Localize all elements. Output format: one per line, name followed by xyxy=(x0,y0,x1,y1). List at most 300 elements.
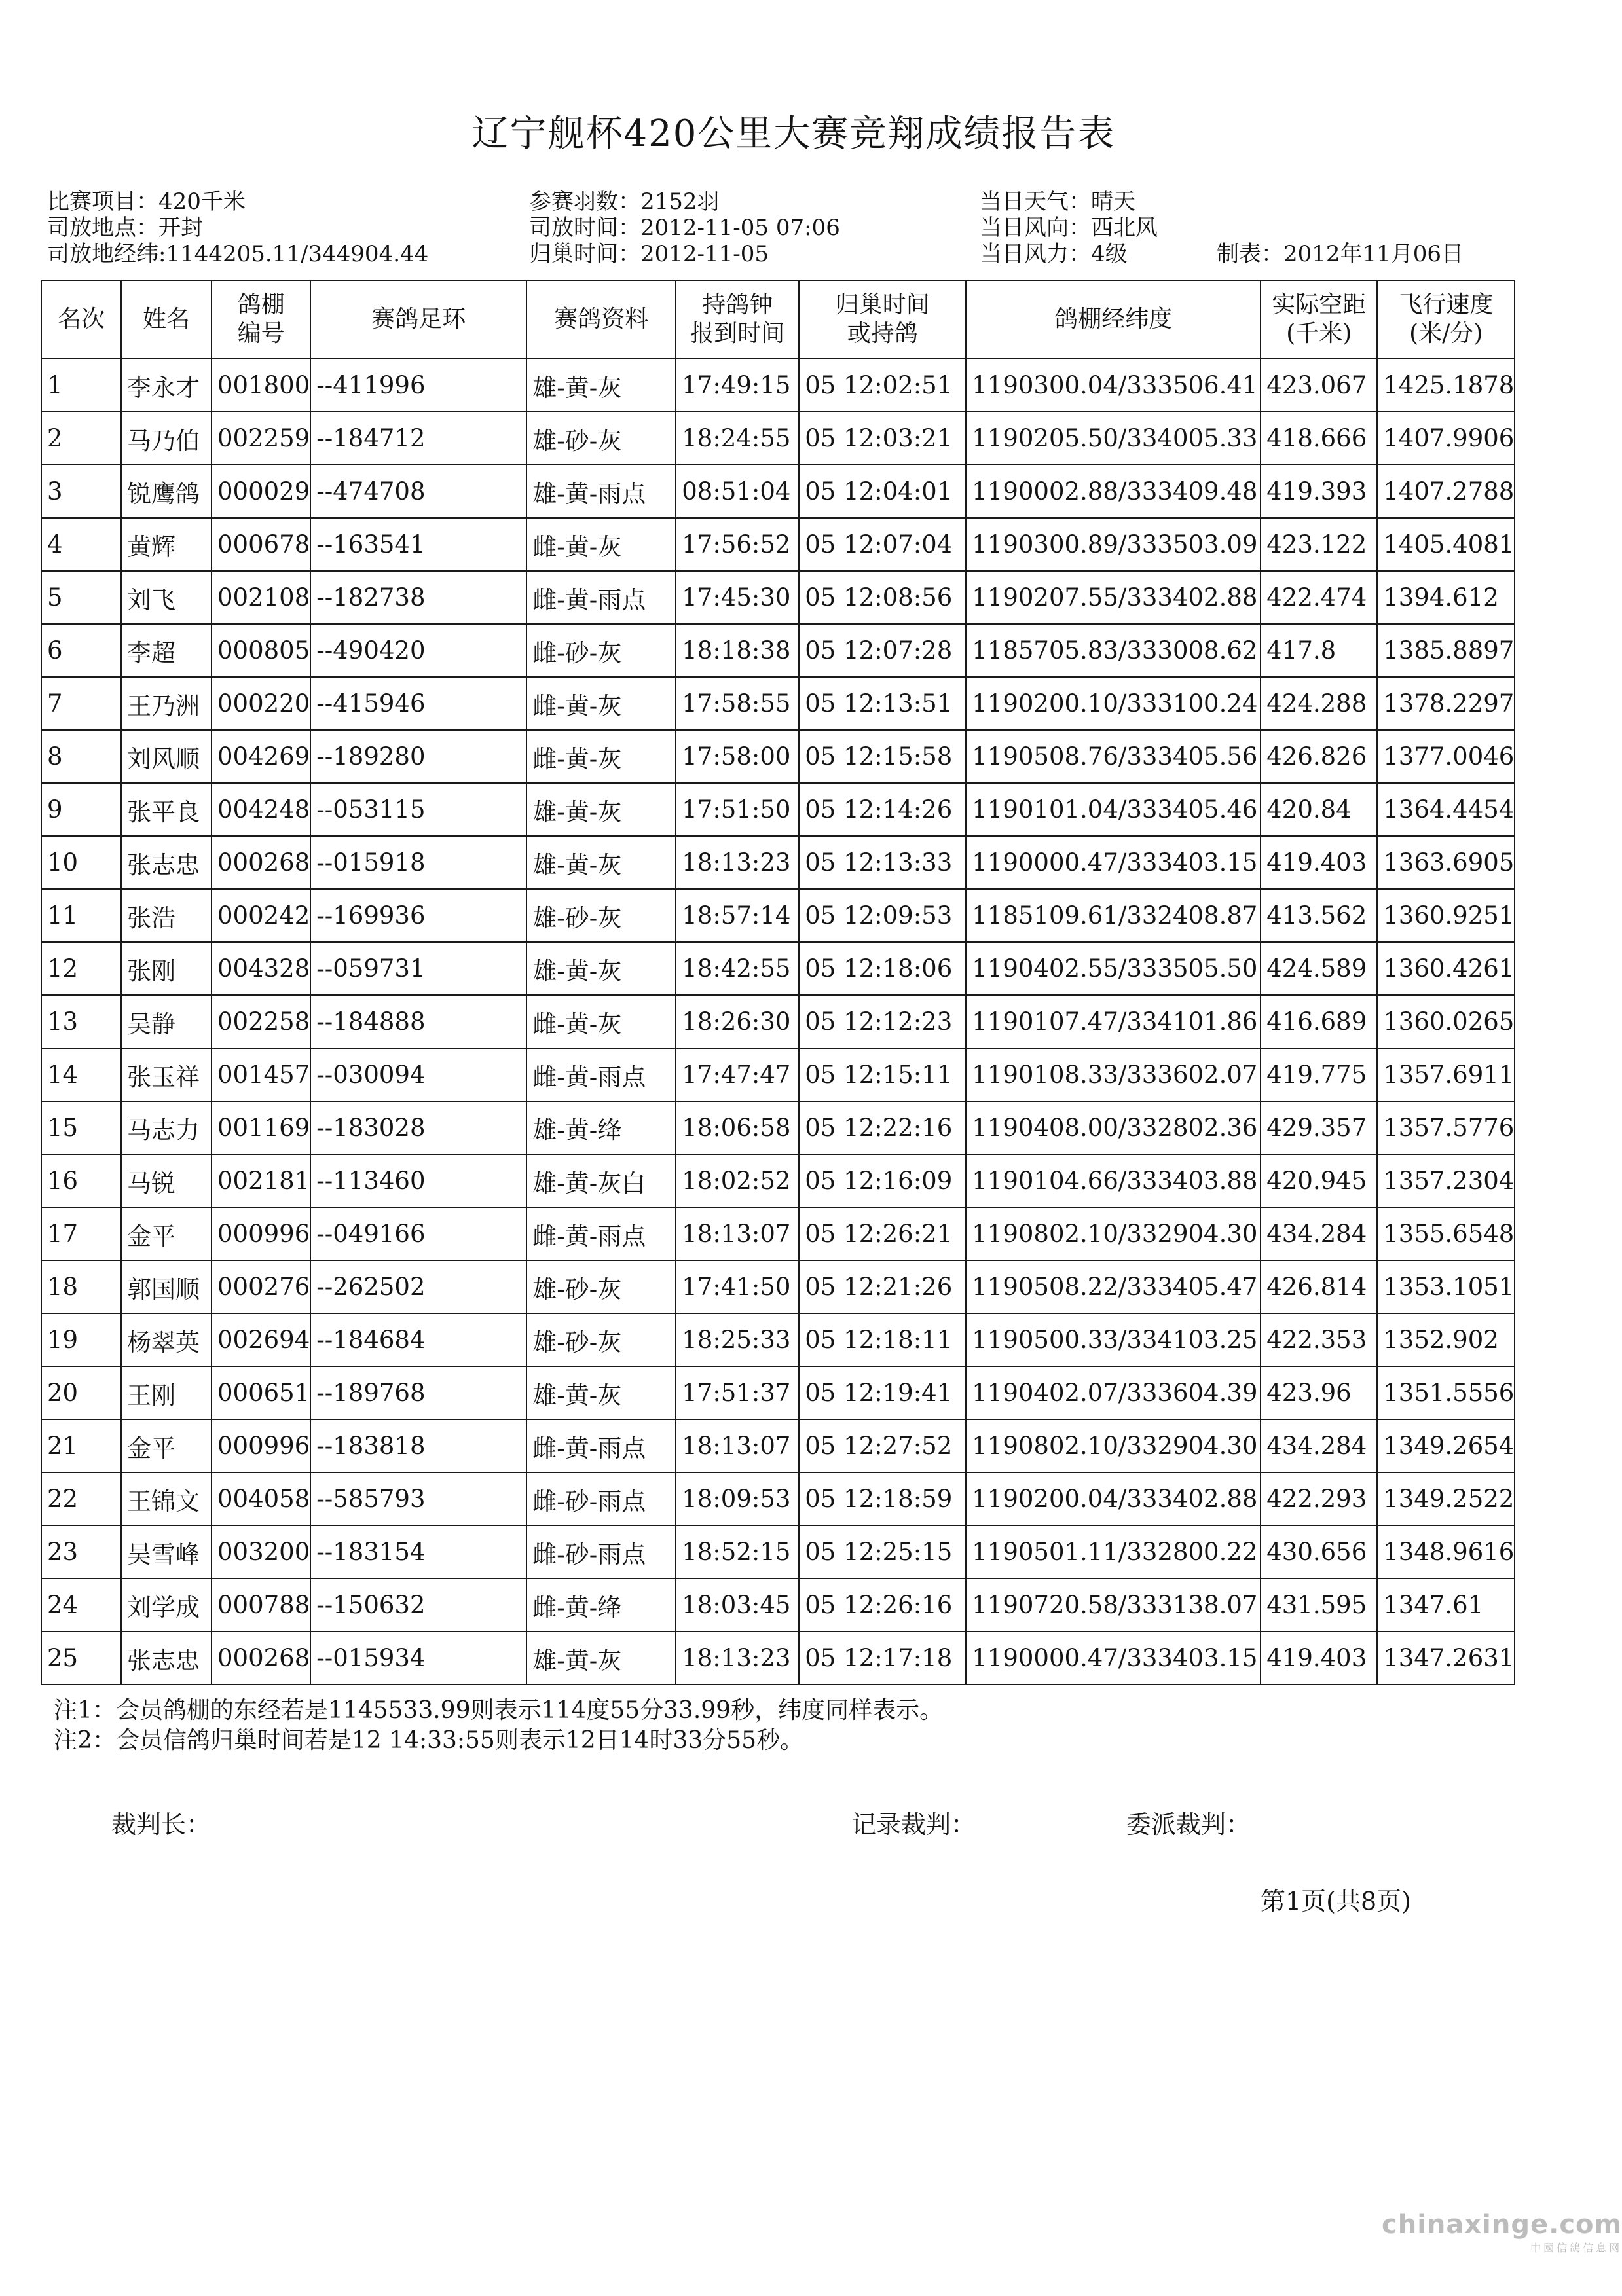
cell-loft: 000220 xyxy=(212,677,310,730)
cell-rank: 12 xyxy=(41,942,121,995)
cell-distance: 418.666 xyxy=(1261,412,1377,465)
cell-rank: 13 xyxy=(41,995,121,1048)
table-row xyxy=(41,1313,1515,1366)
cell-coords: 1190207.55/333402.88 xyxy=(966,571,1261,624)
cell-clock: 18:25:33 xyxy=(676,1313,799,1366)
cell-name: 刘风顺 xyxy=(121,730,212,783)
cell-loft: 001457 xyxy=(212,1048,310,1101)
cell-clock: 17:51:37 xyxy=(676,1366,799,1419)
table-row xyxy=(41,995,1515,1048)
cell-arrival: 05 12:12:23 xyxy=(799,995,966,1048)
cell-distance: 424.288 xyxy=(1261,677,1377,730)
cell-rank: 10 xyxy=(41,836,121,889)
cell-info: 雌-黄-雨点 xyxy=(526,1207,676,1260)
cell-coords: 1190802.10/332904.30 xyxy=(966,1207,1261,1260)
cell-arrival: 05 12:27:52 xyxy=(799,1419,966,1472)
cell-clock: 18:02:52 xyxy=(676,1154,799,1207)
col-speed: 飞行速度 (米/分) xyxy=(1377,280,1515,359)
delegate-referee-label: 委派裁判： xyxy=(1126,1810,1251,1839)
cell-clock: 18:13:07 xyxy=(676,1207,799,1260)
cell-loft: 002181 xyxy=(212,1154,310,1207)
cell-info: 雌-黄-灰 xyxy=(526,518,676,571)
made-date: 制表：2012年11月06日 xyxy=(1217,241,1464,267)
cell-speed: 1347.2631 xyxy=(1377,1631,1515,1685)
cell-info: 雌-砂-雨点 xyxy=(526,1472,676,1525)
cell-distance: 416.689 xyxy=(1261,995,1377,1048)
cell-distance: 419.403 xyxy=(1261,1631,1377,1685)
cell-rank: 22 xyxy=(41,1472,121,1525)
wind-direction: 当日风向：西北风 xyxy=(980,215,1158,241)
col-rank: 名次 xyxy=(41,280,121,359)
cell-distance: 423.122 xyxy=(1261,518,1377,571)
cell-distance: 420.84 xyxy=(1261,783,1377,836)
cell-arrival: 05 12:09:53 xyxy=(799,889,966,942)
cell-ring: --059731 xyxy=(310,942,526,995)
cell-speed: 1407.2788 xyxy=(1377,465,1515,518)
cell-loft: 000805 xyxy=(212,624,310,677)
cell-info: 雌-黄-雨点 xyxy=(526,1419,676,1472)
note-1: 注1：会员鸽棚的东经若是1145533.99则表示114度55分33.99秒，纬度同样表示。 xyxy=(54,1697,944,1724)
cell-name: 郭国顺 xyxy=(121,1260,212,1313)
cell-ring: --474708 xyxy=(310,465,526,518)
cell-clock: 18:52:15 xyxy=(676,1525,799,1578)
cell-arrival: 05 12:19:41 xyxy=(799,1366,966,1419)
cell-clock: 18:24:55 xyxy=(676,412,799,465)
table-row xyxy=(41,1472,1515,1525)
table-row xyxy=(41,1260,1515,1313)
cell-rank: 18 xyxy=(41,1260,121,1313)
cell-clock: 18:13:07 xyxy=(676,1419,799,1472)
col-arrival-time: 归巢时间 或持鸽 xyxy=(799,280,966,359)
table-row xyxy=(41,1419,1515,1472)
event-info: 比赛项目：420千米 xyxy=(47,189,246,215)
weather: 当日天气：晴天 xyxy=(980,189,1135,215)
cell-info: 雄-黄-灰 xyxy=(526,836,676,889)
cell-speed: 1351.5556 xyxy=(1377,1366,1515,1419)
cell-distance: 419.393 xyxy=(1261,465,1377,518)
cell-distance: 431.595 xyxy=(1261,1578,1377,1631)
cell-arrival: 05 12:15:11 xyxy=(799,1048,966,1101)
cell-name: 张平良 xyxy=(121,783,212,836)
cell-arrival: 05 12:22:16 xyxy=(799,1101,966,1154)
cell-name: 马锐 xyxy=(121,1154,212,1207)
cell-rank: 15 xyxy=(41,1101,121,1154)
cell-rank: 1 xyxy=(41,359,121,412)
cell-name: 张刚 xyxy=(121,942,212,995)
cell-name: 李超 xyxy=(121,624,212,677)
cell-speed: 1394.612 xyxy=(1377,571,1515,624)
col-loft-coords: 鸽棚经纬度 xyxy=(966,280,1261,359)
cell-rank: 8 xyxy=(41,730,121,783)
cell-speed: 1349.2522 xyxy=(1377,1472,1515,1525)
table-row xyxy=(41,1631,1515,1685)
cell-ring: --184888 xyxy=(310,995,526,1048)
cell-arrival: 05 12:18:11 xyxy=(799,1313,966,1366)
cell-distance: 423.96 xyxy=(1261,1366,1377,1419)
cell-arrival: 05 12:03:21 xyxy=(799,412,966,465)
cell-coords: 1190000.47/333403.15 xyxy=(966,836,1261,889)
cell-rank: 11 xyxy=(41,889,121,942)
cell-loft: 000996 xyxy=(212,1419,310,1472)
cell-clock: 17:49:15 xyxy=(676,359,799,412)
cell-coords: 1190000.47/333403.15 xyxy=(966,1631,1261,1685)
cell-ring: --183818 xyxy=(310,1419,526,1472)
cell-distance: 422.474 xyxy=(1261,571,1377,624)
cell-distance: 426.814 xyxy=(1261,1260,1377,1313)
cell-ring: --183028 xyxy=(310,1101,526,1154)
cell-rank: 21 xyxy=(41,1419,121,1472)
table-row xyxy=(41,1366,1515,1419)
cell-distance: 434.284 xyxy=(1261,1419,1377,1472)
cell-info: 雄-黄-灰 xyxy=(526,1366,676,1419)
results-body xyxy=(41,359,1515,1685)
cell-coords: 1185109.61/332408.87 xyxy=(966,889,1261,942)
cell-name: 锐鹰鸽 xyxy=(121,465,212,518)
table-row xyxy=(41,465,1515,518)
cell-clock: 17:56:52 xyxy=(676,518,799,571)
cell-name: 刘飞 xyxy=(121,571,212,624)
cell-loft: 000996 xyxy=(212,1207,310,1260)
cell-name: 张浩 xyxy=(121,889,212,942)
cell-clock: 18:03:45 xyxy=(676,1578,799,1631)
chief-referee-label: 裁判长： xyxy=(111,1810,212,1839)
cell-speed: 1360.0265 xyxy=(1377,995,1515,1048)
cell-arrival: 05 12:07:04 xyxy=(799,518,966,571)
cell-loft: 001169 xyxy=(212,1101,310,1154)
cell-ring: --184684 xyxy=(310,1313,526,1366)
cell-coords: 1190501.11/332800.22 xyxy=(966,1525,1261,1578)
cell-name: 王乃洲 xyxy=(121,677,212,730)
wind-force: 当日风力：4级 xyxy=(980,241,1128,267)
cell-ring: --411996 xyxy=(310,359,526,412)
cell-coords: 1190720.58/333138.07 xyxy=(966,1578,1261,1631)
cell-speed: 1378.2297 xyxy=(1377,677,1515,730)
cell-rank: 9 xyxy=(41,783,121,836)
cell-name: 金平 xyxy=(121,1207,212,1260)
cell-loft: 000268 xyxy=(212,836,310,889)
cell-arrival: 05 12:18:06 xyxy=(799,942,966,995)
cell-coords: 1190200.10/333100.24 xyxy=(966,677,1261,730)
table-row xyxy=(41,730,1515,783)
release-place: 司放地点：开封 xyxy=(47,215,203,241)
cell-distance: 424.589 xyxy=(1261,942,1377,995)
cell-speed: 1360.9251 xyxy=(1377,889,1515,942)
cell-arrival: 05 12:07:28 xyxy=(799,624,966,677)
cell-coords: 1190508.76/333405.56 xyxy=(966,730,1261,783)
cell-distance: 417.8 xyxy=(1261,624,1377,677)
cell-coords: 1190802.10/332904.30 xyxy=(966,1419,1261,1472)
cell-arrival: 05 12:26:16 xyxy=(799,1578,966,1631)
table-row xyxy=(41,677,1515,730)
cell-info: 雄-黄-灰白 xyxy=(526,1154,676,1207)
cell-loft: 000276 xyxy=(212,1260,310,1313)
cell-ring: --189280 xyxy=(310,730,526,783)
cell-speed: 1357.6911 xyxy=(1377,1048,1515,1101)
cell-arrival: 05 12:25:15 xyxy=(799,1525,966,1578)
cell-rank: 2 xyxy=(41,412,121,465)
cell-name: 张志忠 xyxy=(121,836,212,889)
cell-speed: 1425.1878 xyxy=(1377,359,1515,412)
cell-loft: 002694 xyxy=(212,1313,310,1366)
cell-speed: 1347.61 xyxy=(1377,1578,1515,1631)
cell-coords: 1190402.55/333505.50 xyxy=(966,942,1261,995)
cell-loft: 003200 xyxy=(212,1525,310,1578)
table-row xyxy=(41,942,1515,995)
cell-arrival: 05 12:04:01 xyxy=(799,465,966,518)
cell-coords: 1190300.89/333503.09 xyxy=(966,518,1261,571)
cell-arrival: 05 12:15:58 xyxy=(799,730,966,783)
cell-speed: 1407.9906 xyxy=(1377,412,1515,465)
release-coords: 司放地经纬:1144205.11/344904.44 xyxy=(47,241,429,267)
cell-loft: 004328 xyxy=(212,942,310,995)
cell-ring: --262502 xyxy=(310,1260,526,1313)
cell-info: 雌-砂-灰 xyxy=(526,624,676,677)
cell-speed: 1355.6548 xyxy=(1377,1207,1515,1260)
report-title: 辽宁舰杯420公里大赛竞翔成绩报告表 xyxy=(471,113,1116,155)
cell-name: 马乃伯 xyxy=(121,412,212,465)
cell-loft: 000268 xyxy=(212,1631,310,1685)
cell-arrival: 05 12:18:59 xyxy=(799,1472,966,1525)
cell-clock: 18:13:23 xyxy=(676,1631,799,1685)
cell-info: 雄-黄-灰 xyxy=(526,359,676,412)
cell-info: 雌-黄-灰 xyxy=(526,677,676,730)
cell-rank: 24 xyxy=(41,1578,121,1631)
cell-coords: 1190500.33/334103.25 xyxy=(966,1313,1261,1366)
cell-name: 杨翠英 xyxy=(121,1313,212,1366)
cell-name: 吴静 xyxy=(121,995,212,1048)
watermark-sub: 中國信鴿信息网 xyxy=(1530,2242,1622,2254)
table-row xyxy=(41,359,1515,412)
cell-clock: 08:51:04 xyxy=(676,465,799,518)
cell-clock: 17:45:30 xyxy=(676,571,799,624)
cell-name: 王刚 xyxy=(121,1366,212,1419)
watermark xyxy=(1382,2210,1622,2255)
cell-clock: 18:13:23 xyxy=(676,836,799,889)
cell-loft: 002108 xyxy=(212,571,310,624)
cell-speed: 1377.0046 xyxy=(1377,730,1515,783)
cell-info: 雌-黄-绛 xyxy=(526,1578,676,1631)
table-row xyxy=(41,1578,1515,1631)
cell-rank: 5 xyxy=(41,571,121,624)
table-row xyxy=(41,1525,1515,1578)
cell-speed: 1353.1051 xyxy=(1377,1260,1515,1313)
cell-distance: 422.353 xyxy=(1261,1313,1377,1366)
cell-clock: 18:09:53 xyxy=(676,1472,799,1525)
col-distance: 实际空距 (千米) xyxy=(1261,280,1377,359)
cell-loft: 000678 xyxy=(212,518,310,571)
cell-clock: 17:51:50 xyxy=(676,783,799,836)
cell-clock: 18:18:38 xyxy=(676,624,799,677)
cell-ring: --182738 xyxy=(310,571,526,624)
cell-ring: --169936 xyxy=(310,889,526,942)
cell-ring: --415946 xyxy=(310,677,526,730)
cell-name: 黄辉 xyxy=(121,518,212,571)
cell-ring: --184712 xyxy=(310,412,526,465)
cell-ring: --163541 xyxy=(310,518,526,571)
cell-loft: 000029 xyxy=(212,465,310,518)
cell-clock: 17:58:55 xyxy=(676,677,799,730)
cell-ring: --490420 xyxy=(310,624,526,677)
page-number: 第1页(共8页) xyxy=(1261,1887,1412,1916)
cell-info: 雄-砂-灰 xyxy=(526,412,676,465)
cell-info: 雄-黄-绛 xyxy=(526,1101,676,1154)
cell-arrival: 05 12:14:26 xyxy=(799,783,966,836)
cell-loft: 000651 xyxy=(212,1366,310,1419)
cell-distance: 422.293 xyxy=(1261,1472,1377,1525)
cell-ring: --030094 xyxy=(310,1048,526,1101)
cell-clock: 18:57:14 xyxy=(676,889,799,942)
cell-distance: 420.945 xyxy=(1261,1154,1377,1207)
col-ring: 赛鸽足环 xyxy=(310,280,526,359)
table-row xyxy=(41,889,1515,942)
cell-info: 雌-黄-雨点 xyxy=(526,1048,676,1101)
cell-speed: 1352.902 xyxy=(1377,1313,1515,1366)
cell-rank: 17 xyxy=(41,1207,121,1260)
cell-loft: 002258 xyxy=(212,995,310,1048)
return-time: 归巢时间：2012-11-05 xyxy=(529,241,769,267)
table-row xyxy=(41,1101,1515,1154)
cell-info: 雄-砂-灰 xyxy=(526,889,676,942)
cell-speed: 1385.8897 xyxy=(1377,624,1515,677)
cell-clock: 17:41:50 xyxy=(676,1260,799,1313)
table-row xyxy=(41,836,1515,889)
cell-info: 雌-砂-雨点 xyxy=(526,1525,676,1578)
cell-clock: 18:42:55 xyxy=(676,942,799,995)
cell-clock: 17:47:47 xyxy=(676,1048,799,1101)
recorder-referee-label: 记录裁判： xyxy=(851,1810,976,1839)
cell-distance: 426.826 xyxy=(1261,730,1377,783)
cell-rank: 19 xyxy=(41,1313,121,1366)
cell-rank: 4 xyxy=(41,518,121,571)
col-name: 姓名 xyxy=(121,280,212,359)
cell-distance: 430.656 xyxy=(1261,1525,1377,1578)
cell-rank: 6 xyxy=(41,624,121,677)
cell-coords: 1190205.50/334005.33 xyxy=(966,412,1261,465)
cell-rank: 7 xyxy=(41,677,121,730)
cell-rank: 14 xyxy=(41,1048,121,1101)
cell-rank: 20 xyxy=(41,1366,121,1419)
cell-distance: 423.067 xyxy=(1261,359,1377,412)
cell-ring: --015918 xyxy=(310,836,526,889)
cell-loft: 001800 xyxy=(212,359,310,412)
cell-speed: 1348.9616 xyxy=(1377,1525,1515,1578)
cell-coords: 1190508.22/333405.47 xyxy=(966,1260,1261,1313)
cell-distance: 429.357 xyxy=(1261,1101,1377,1154)
cell-arrival: 05 12:17:18 xyxy=(799,1631,966,1685)
cell-name: 马志力 xyxy=(121,1101,212,1154)
cell-speed: 1357.5776 xyxy=(1377,1101,1515,1154)
cell-ring: --150632 xyxy=(310,1578,526,1631)
cell-loft: 004248 xyxy=(212,783,310,836)
cell-info: 雄-黄-灰 xyxy=(526,783,676,836)
cell-loft: 000788 xyxy=(212,1578,310,1631)
cell-info: 雄-砂-灰 xyxy=(526,1313,676,1366)
table-row xyxy=(41,412,1515,465)
cell-info: 雄-黄-雨点 xyxy=(526,465,676,518)
cell-distance: 413.562 xyxy=(1261,889,1377,942)
entries-count: 参赛羽数：2152羽 xyxy=(529,189,720,215)
cell-speed: 1357.2304 xyxy=(1377,1154,1515,1207)
cell-arrival: 05 12:26:21 xyxy=(799,1207,966,1260)
table-row xyxy=(41,1154,1515,1207)
cell-ring: --049166 xyxy=(310,1207,526,1260)
cell-name: 王锦文 xyxy=(121,1472,212,1525)
table-row xyxy=(41,624,1515,677)
cell-coords: 1190107.47/334101.86 xyxy=(966,995,1261,1048)
cell-clock: 18:06:58 xyxy=(676,1101,799,1154)
col-clock-time: 持鸽钟 报到时间 xyxy=(676,280,799,359)
watermark-site: chinaxinge.com xyxy=(1382,2210,1622,2240)
cell-speed: 1405.4081 xyxy=(1377,518,1515,571)
cell-ring: --015934 xyxy=(310,1631,526,1685)
cell-speed: 1364.4454 xyxy=(1377,783,1515,836)
cell-name: 张玉祥 xyxy=(121,1048,212,1101)
cell-name: 金平 xyxy=(121,1419,212,1472)
table-row xyxy=(41,783,1515,836)
cell-name: 吴雪峰 xyxy=(121,1525,212,1578)
cell-info: 雄-黄-灰 xyxy=(526,942,676,995)
cell-speed: 1349.2654 xyxy=(1377,1419,1515,1472)
table-row xyxy=(41,1207,1515,1260)
cell-coords: 1190402.07/333604.39 xyxy=(966,1366,1261,1419)
cell-rank: 3 xyxy=(41,465,121,518)
cell-distance: 419.403 xyxy=(1261,836,1377,889)
table-row xyxy=(41,571,1515,624)
cell-speed: 1360.4261 xyxy=(1377,942,1515,995)
cell-info: 雌-黄-灰 xyxy=(526,995,676,1048)
cell-coords: 1185705.83/333008.62 xyxy=(966,624,1261,677)
cell-name: 刘学成 xyxy=(121,1578,212,1631)
cell-coords: 1190200.04/333402.88 xyxy=(966,1472,1261,1525)
cell-ring: --113460 xyxy=(310,1154,526,1207)
table-row xyxy=(41,518,1515,571)
cell-name: 李永才 xyxy=(121,359,212,412)
col-bird-info: 赛鸽资料 xyxy=(526,280,676,359)
cell-loft: 000242 xyxy=(212,889,310,942)
cell-arrival: 05 12:16:09 xyxy=(799,1154,966,1207)
cell-coords: 1190300.04/333506.41 xyxy=(966,359,1261,412)
cell-loft: 004058 xyxy=(212,1472,310,1525)
cell-arrival: 05 12:13:33 xyxy=(799,836,966,889)
cell-clock: 17:58:00 xyxy=(676,730,799,783)
cell-coords: 1190104.66/333403.88 xyxy=(966,1154,1261,1207)
cell-rank: 16 xyxy=(41,1154,121,1207)
notes xyxy=(54,1696,943,1756)
cell-info: 雌-黄-雨点 xyxy=(526,571,676,624)
cell-ring: --053115 xyxy=(310,783,526,836)
cell-info: 雄-黄-灰 xyxy=(526,1631,676,1685)
cell-coords: 1190002.88/333409.48 xyxy=(966,465,1261,518)
cell-rank: 23 xyxy=(41,1525,121,1578)
cell-distance: 419.775 xyxy=(1261,1048,1377,1101)
cell-loft: 002259 xyxy=(212,412,310,465)
cell-arrival: 05 12:13:51 xyxy=(799,677,966,730)
cell-clock: 18:26:30 xyxy=(676,995,799,1048)
cell-ring: --585793 xyxy=(310,1472,526,1525)
cell-coords: 1190101.04/333405.46 xyxy=(966,783,1261,836)
cell-info: 雄-砂-灰 xyxy=(526,1260,676,1313)
note-2: 注2：会员信鸽归巢时间若是12 14:33:55则表示12日14时33分55秒。 xyxy=(54,1727,804,1754)
cell-arrival: 05 12:21:26 xyxy=(799,1260,966,1313)
cell-arrival: 05 12:02:51 xyxy=(799,359,966,412)
release-time: 司放时间：2012-11-05 07:06 xyxy=(529,215,840,241)
cell-name: 张志忠 xyxy=(121,1631,212,1685)
cell-rank: 25 xyxy=(41,1631,121,1685)
col-loft-no: 鸽棚 编号 xyxy=(212,280,310,359)
results-table xyxy=(41,280,1515,1685)
cell-info: 雌-黄-灰 xyxy=(526,730,676,783)
table-row xyxy=(41,1048,1515,1101)
